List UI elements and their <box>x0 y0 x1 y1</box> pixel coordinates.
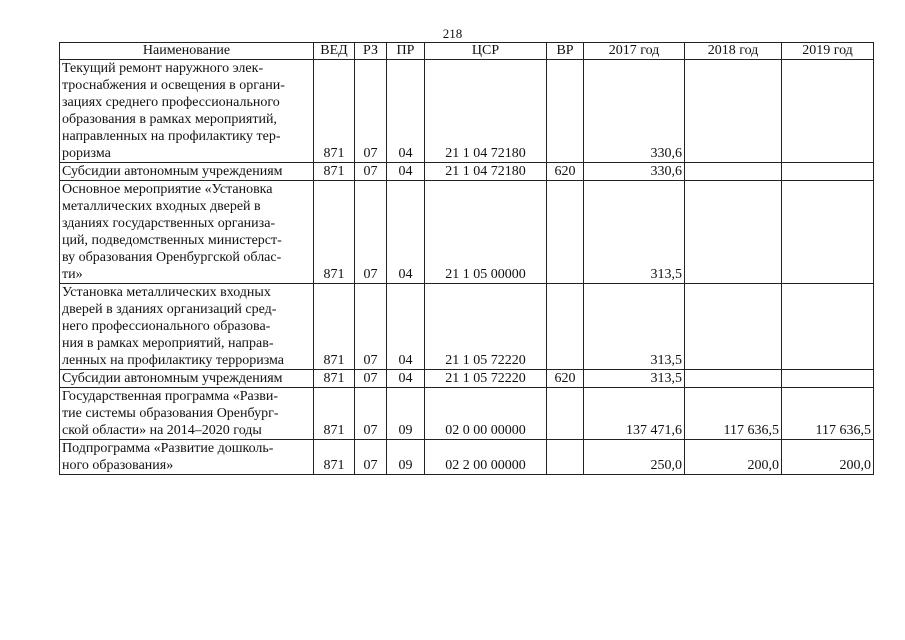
row-2018-cell <box>685 284 782 370</box>
row-name-line: ного образования» <box>62 458 174 473</box>
row-2018-cell <box>685 163 782 181</box>
row-name-line: ской области» на 2014–2020 годы <box>62 423 262 438</box>
row-name-line: Субсидии автономным учреждениям <box>62 371 283 386</box>
row-pr-cell: 04 <box>387 163 425 181</box>
row-2018-cell: 117 636,5 <box>685 388 782 440</box>
row-2019-cell <box>782 370 874 388</box>
row-csr-cell: 21 1 05 72220 <box>425 370 547 388</box>
row-2017-cell: 137 471,6 <box>584 388 685 440</box>
row-csr-cell: 02 2 00 00000 <box>425 440 547 475</box>
row-2019-cell <box>782 181 874 284</box>
row-name-line: роризма <box>62 146 111 161</box>
row-pr-cell: 09 <box>387 440 425 475</box>
row-2019-cell: 200,0 <box>782 440 874 475</box>
row-vr-cell <box>547 440 584 475</box>
row-vr-cell <box>547 284 584 370</box>
row-csr-cell: 21 1 05 72220 <box>425 284 547 370</box>
row-name-line: Основное мероприятие «Установка <box>62 182 273 197</box>
column-header-2017: 2017 год <box>584 43 685 60</box>
table-row <box>60 181 874 284</box>
row-ved-cell: 871 <box>314 388 355 440</box>
row-name-line: него профессионального образова- <box>62 319 271 334</box>
row-ved-cell: 871 <box>314 163 355 181</box>
row-csr-cell: 21 1 05 00000 <box>425 181 547 284</box>
row-vr-cell <box>547 60 584 163</box>
column-header-vr: ВР <box>547 43 584 60</box>
row-pr-cell: 04 <box>387 181 425 284</box>
row-name-line: ций, подведомственных министерст- <box>62 233 282 248</box>
row-name-line: Текущий ремонт наружного элек- <box>62 61 264 76</box>
row-vr-cell: 620 <box>547 370 584 388</box>
row-name-line: ленных на профилактику терроризма <box>62 353 285 368</box>
row-2017-cell: 250,0 <box>584 440 685 475</box>
row-name-line: Подпрограмма «Развитие дошколь- <box>62 441 274 456</box>
column-header-rz: РЗ <box>355 43 387 60</box>
row-2018-cell <box>685 60 782 163</box>
row-2019-cell <box>782 284 874 370</box>
row-2019-cell <box>782 163 874 181</box>
row-ved-cell: 871 <box>314 60 355 163</box>
row-vr-cell: 620 <box>547 163 584 181</box>
row-name-cell <box>60 440 314 475</box>
row-ved-cell: 871 <box>314 284 355 370</box>
row-rz-cell: 07 <box>355 440 387 475</box>
page-number: 218 <box>442 26 463 41</box>
row-ved-cell: 871 <box>314 440 355 475</box>
row-2019-cell: 117 636,5 <box>782 388 874 440</box>
row-2018-cell <box>685 370 782 388</box>
row-name-cell <box>60 388 314 440</box>
table-row <box>60 163 874 181</box>
row-2017-cell: 313,5 <box>584 181 685 284</box>
table-row <box>60 440 874 475</box>
row-name-line: ти» <box>62 267 83 282</box>
row-name-line: тие системы образования Оренбург- <box>62 406 279 421</box>
table-row <box>60 370 874 388</box>
row-2018-cell: 200,0 <box>685 440 782 475</box>
row-name-cell <box>60 370 314 388</box>
row-name-line: зданиях государственных организа- <box>62 216 276 231</box>
row-name-line: троснабжения и освещения в органи- <box>62 78 285 93</box>
row-rz-cell: 07 <box>355 388 387 440</box>
row-name-line: ву образования Оренбургской облас- <box>62 250 282 265</box>
row-rz-cell: 07 <box>355 284 387 370</box>
row-vr-cell <box>547 181 584 284</box>
row-rz-cell: 07 <box>355 181 387 284</box>
row-pr-cell: 09 <box>387 388 425 440</box>
column-header-2019: 2019 год <box>782 43 874 60</box>
row-rz-cell: 07 <box>355 163 387 181</box>
row-2019-cell <box>782 60 874 163</box>
row-name-line: зациях среднего профессионального <box>62 95 280 110</box>
row-2017-cell: 330,6 <box>584 163 685 181</box>
row-rz-cell: 07 <box>355 370 387 388</box>
row-pr-cell: 04 <box>387 284 425 370</box>
column-header-pr: ПР <box>387 43 425 60</box>
row-name-line: Государственная программа «Разви- <box>62 389 278 404</box>
row-2017-cell: 313,5 <box>584 284 685 370</box>
budget-table <box>59 42 874 475</box>
table-row <box>60 60 874 163</box>
column-header-csr: ЦСР <box>425 43 547 60</box>
row-name-cell <box>60 181 314 284</box>
row-name-line: Установка металлических входных <box>62 285 271 300</box>
row-2018-cell <box>685 181 782 284</box>
row-name-line: образования в рамках мероприятий, <box>62 112 277 127</box>
row-ved-cell: 871 <box>314 370 355 388</box>
column-header-name: Наименование <box>60 43 314 60</box>
table-row <box>60 388 874 440</box>
row-csr-cell: 02 0 00 00000 <box>425 388 547 440</box>
column-header-ved: ВЕД <box>314 43 355 60</box>
table-row <box>60 284 874 370</box>
row-name-cell <box>60 163 314 181</box>
row-ved-cell: 871 <box>314 181 355 284</box>
row-name-line: металлических входных дверей в <box>62 199 261 214</box>
row-pr-cell: 04 <box>387 370 425 388</box>
row-csr-cell: 21 1 04 72180 <box>425 60 547 163</box>
row-name-line: направленных на профилактику тер- <box>62 129 281 144</box>
row-name-line: ния в рамках мероприятий, направ- <box>62 336 274 351</box>
table-header-row <box>60 43 874 60</box>
row-name-line: Субсидии автономным учреждениям <box>62 164 283 179</box>
row-csr-cell: 21 1 04 72180 <box>425 163 547 181</box>
row-name-cell <box>60 284 314 370</box>
row-rz-cell: 07 <box>355 60 387 163</box>
row-2017-cell: 313,5 <box>584 370 685 388</box>
row-name-line: дверей в зданиях организаций сред- <box>62 302 277 317</box>
row-vr-cell <box>547 388 584 440</box>
row-name-cell <box>60 60 314 163</box>
row-pr-cell: 04 <box>387 60 425 163</box>
row-2017-cell: 330,6 <box>584 60 685 163</box>
column-header-2018: 2018 год <box>685 43 782 60</box>
